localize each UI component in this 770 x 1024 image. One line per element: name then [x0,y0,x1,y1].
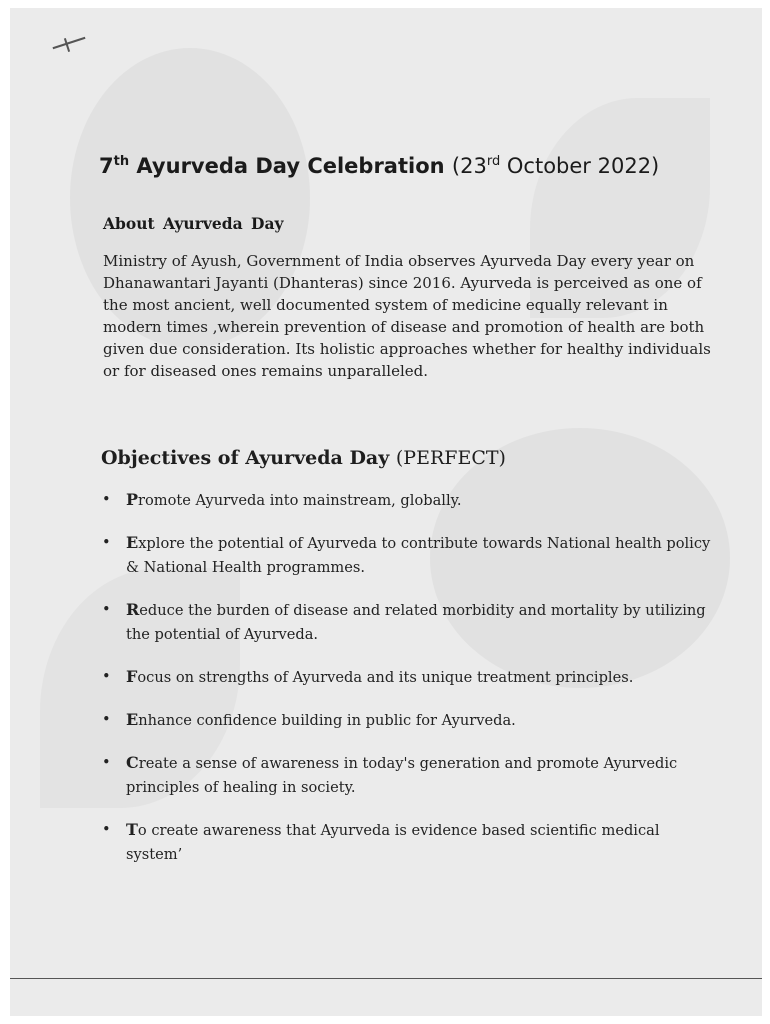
bullet: • [102,711,111,728]
page-title [99,154,659,178]
objective-text: romote Ayurveda into mainstream, globally. [138,492,462,509]
objective-item [102,818,717,867]
objective-initial: T [126,820,138,839]
objective-item [102,598,717,647]
objective-initial: E [126,710,139,729]
objective-initial: R [126,600,140,619]
bullet: • [102,534,111,551]
objectives-list [102,488,717,885]
bullet: • [102,601,111,618]
objective-text: o create awareness that Ayurveda is evidence based scientific medical system’ [126,822,660,863]
objective-item [102,488,717,513]
about-paragraph: Ministry of Ayush, Government of India observes Ayurveda Day every year on Dhanawantari Jayanti (Dhanteras) since 2016. Ayurveda is perceived as one of the most ancient, well documented system of medicine equally relevant in modern times ,wherein prevention of disease and promotion of health are both given due consideration. Its holistic approaches whether for healthy individuals or for diseased ones remains unparalleled. [103,252,711,380]
objective-initial: C [126,753,139,772]
title-main: 7th Ayurveda Day Celebration [99,154,445,178]
objective-text: reate a sense of awareness in today's generation and promote Ayurvedic principles of healing in society. [126,755,678,796]
bullet: • [102,754,111,771]
objective-text: nhance confidence building in public for Ayurveda. [138,712,516,729]
bullet: • [102,491,111,508]
objective-item [102,665,717,690]
bottom-divider [10,978,762,979]
bullet: • [102,668,111,685]
objective-text: educe the burden of disease and related morbidity and mortality by utilizing the potential of Ayurveda. [126,602,706,643]
bullet: • [102,821,111,838]
objective-initial: P [126,490,139,509]
scanned-page [10,8,762,1016]
about-heading: About Ayurveda Day [103,214,284,233]
objectives-heading: Objectives of Ayurveda Day (PERFECT) [101,447,506,469]
title-date: (23rd October 2022) [451,154,660,178]
objective-item [102,531,717,580]
objective-text: xplore the potential of Ayurveda to contribute towards National health policy & National Health programmes. [126,535,711,576]
objective-initial: E [126,533,139,552]
objective-initial: F [126,667,138,686]
objective-text: ocus on strengths of Ayurveda and its unique treatment principles. [137,669,634,686]
objective-item [102,751,717,800]
objective-item [102,708,717,733]
